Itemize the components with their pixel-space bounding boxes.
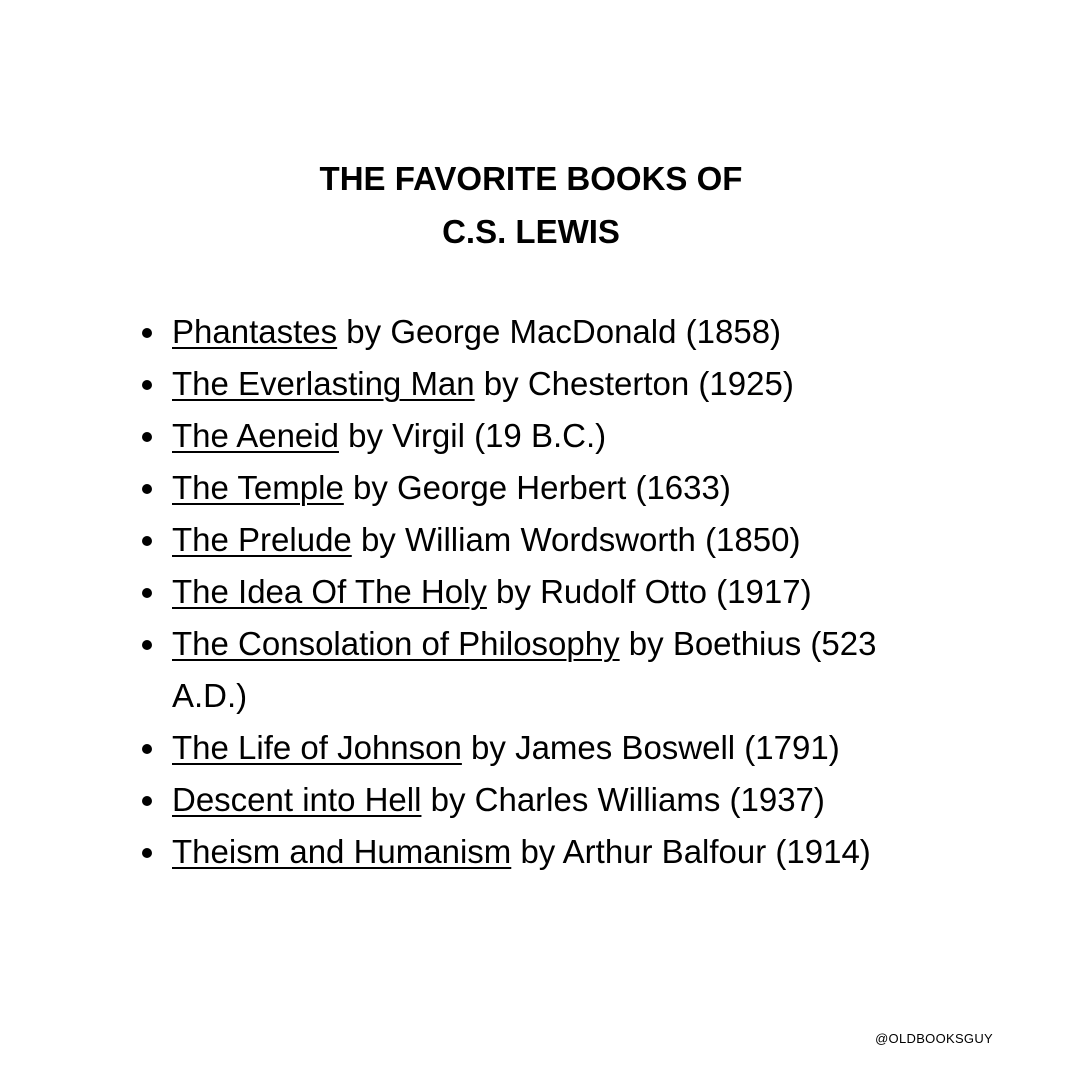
bullet-icon	[142, 640, 152, 650]
book-title-link[interactable]: Theism and Humanism	[172, 833, 512, 870]
list-item	[172, 306, 932, 358]
book-details: by George MacDonald (1858)	[337, 313, 782, 350]
list-item	[172, 462, 932, 514]
bullet-icon	[142, 744, 152, 754]
list-item	[172, 826, 932, 878]
book-details: by George Herbert (1633)	[343, 469, 731, 506]
bullet-icon	[142, 432, 152, 442]
list-item	[172, 410, 932, 462]
list-item	[172, 514, 932, 566]
book-details: by Arthur Balfour (1914)	[511, 833, 871, 870]
book-title-link[interactable]: The Aeneid	[172, 417, 339, 454]
page-title	[0, 152, 1062, 258]
bullet-icon	[142, 848, 152, 858]
book-title-link[interactable]: The Temple	[172, 469, 344, 506]
book-details: by Chesterton (1925)	[474, 365, 794, 402]
bullet-icon	[142, 796, 152, 806]
title-line-2: C.S. LEWIS	[442, 213, 620, 250]
bullet-icon	[142, 588, 152, 598]
book-title-link[interactable]: The Idea Of The Holy	[172, 573, 487, 610]
list-item	[172, 774, 932, 826]
bullet-icon	[142, 536, 152, 546]
book-list	[172, 306, 932, 878]
book-title-link[interactable]: Descent into Hell	[172, 781, 422, 818]
watermark-handle: @OLDBOOKSGUY	[875, 1031, 993, 1046]
book-title-link[interactable]: The Life of Johnson	[172, 729, 462, 766]
book-details: by Charles Williams (1937)	[421, 781, 825, 818]
list-item	[172, 358, 932, 410]
book-details: by Rudolf Otto (1917)	[486, 573, 812, 610]
book-details: by Boethius (523 A.D.)	[172, 625, 877, 714]
book-title-link[interactable]: Phantastes	[172, 313, 338, 350]
book-title-link[interactable]: The Prelude	[172, 521, 352, 558]
bullet-icon	[142, 484, 152, 494]
book-details: by James Boswell (1791)	[461, 729, 840, 766]
title-line-1: THE FAVORITE BOOKS OF	[319, 160, 743, 197]
bullet-icon	[142, 328, 152, 338]
list-item	[172, 566, 932, 618]
book-title-link[interactable]: The Everlasting Man	[172, 365, 475, 402]
book-details: by Virgil (19 B.C.)	[338, 417, 607, 454]
bullet-icon	[142, 380, 152, 390]
book-details: by William Wordsworth (1850)	[351, 521, 801, 558]
book-title-link[interactable]: The Consolation of Philosophy	[172, 625, 620, 662]
list-item	[172, 618, 932, 722]
list-item	[172, 722, 932, 774]
